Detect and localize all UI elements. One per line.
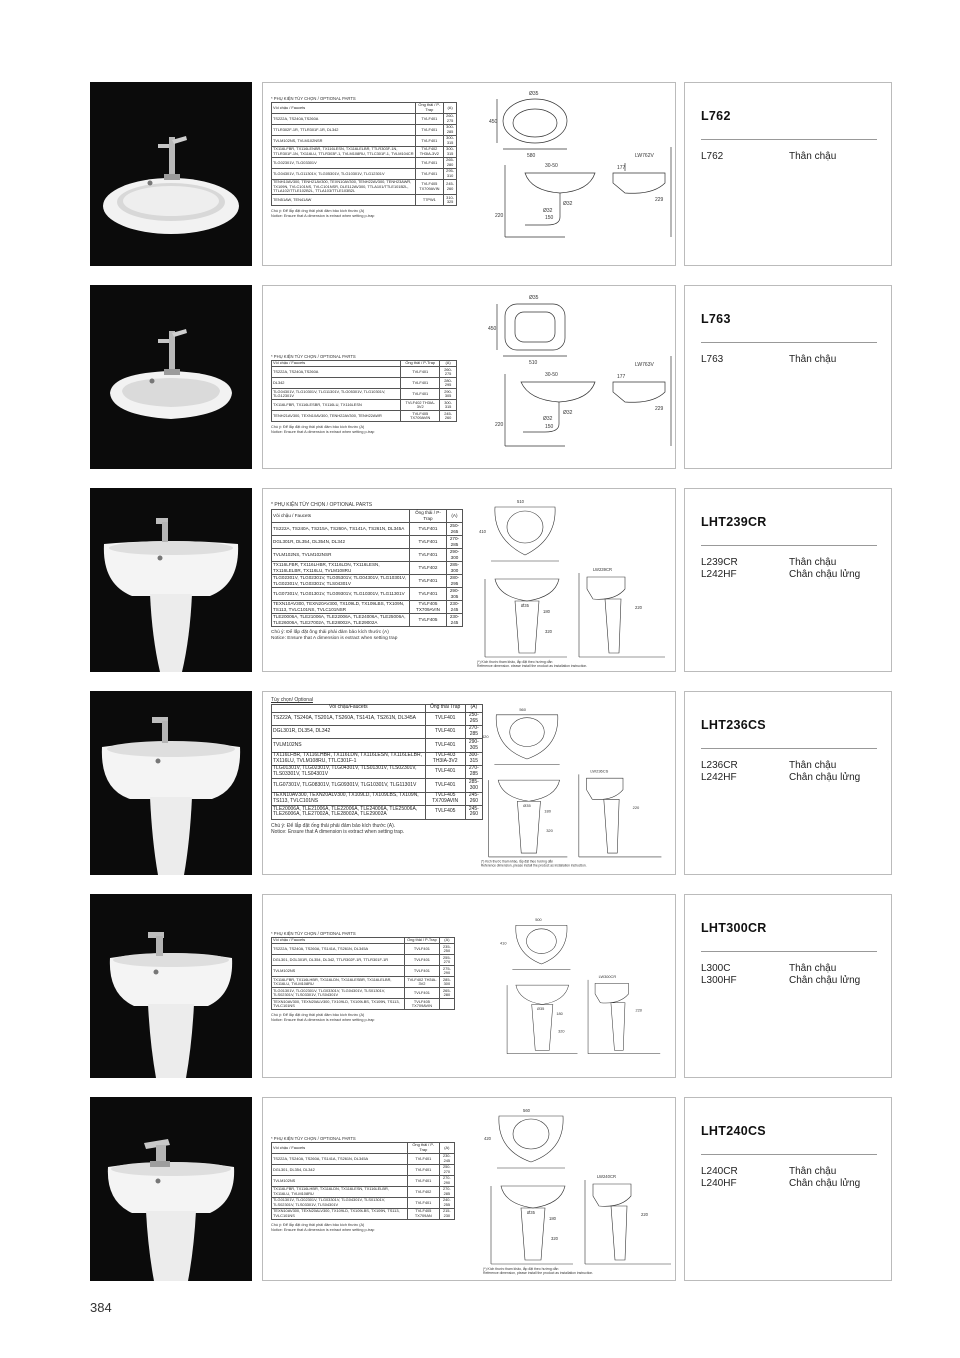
product-photo bbox=[90, 285, 252, 469]
svg-text:510: 510 bbox=[529, 360, 538, 366]
table-row: DL342 TVLF401 280-295 bbox=[272, 378, 457, 389]
product-info bbox=[684, 1097, 892, 1281]
divider bbox=[701, 1154, 877, 1155]
optional-parts bbox=[271, 354, 457, 435]
product-photo bbox=[90, 82, 252, 266]
optional-parts bbox=[271, 502, 463, 642]
table-row: TLG04301V, TLG11301V, TLG05301V, TLG10301V, TLG12301V TVLF401 295-310 bbox=[272, 168, 457, 179]
technical-drawing bbox=[479, 696, 671, 870]
svg-text:LW239CR: LW239CR bbox=[593, 567, 613, 572]
product-row-lht236cs bbox=[90, 691, 892, 875]
svg-text:Reference dimension, please in: Reference dimension, please install the product as installation instruction. bbox=[480, 863, 587, 868]
svg-text:Ø32: Ø32 bbox=[563, 410, 573, 416]
svg-text:Ø35: Ø35 bbox=[527, 1210, 535, 1215]
table-row: TLE20006A, TLE21006A, TLE22006A, TLE24006A, TLE25006A, TLE26006A, TLE27002A, TLE28002A, TLE29002A TVLF405 230-245 bbox=[272, 613, 463, 626]
component-item: L240HF Chân chậu lửng bbox=[701, 1178, 861, 1189]
component-list bbox=[701, 557, 881, 581]
table-row: TX116LFBR, TX116LENBR, TX116LESN, TX116LELBR, TTLR303F-1N, TTLR301F-1N, TX116LU, TTLR303F-1, TVLM108RU, TTLC301F-1, TVLM104CR TVLF402 TH3IA-3V2 300-315 bbox=[272, 146, 457, 157]
component-item: L242HF Chân chậu lửng bbox=[701, 772, 861, 783]
svg-text:30-50: 30-50 bbox=[545, 372, 558, 378]
install-note: Chú ý: Để lắp đặt ống thải phải đảm bảo kích thước (A) Notice: Ensure that A dimension is extract when setting p-trap bbox=[271, 209, 375, 219]
model-name: LHT240CS bbox=[701, 1124, 766, 1138]
svg-text:420: 420 bbox=[484, 1136, 491, 1141]
svg-text:450: 450 bbox=[488, 326, 497, 332]
svg-text:Ø35: Ø35 bbox=[537, 1005, 545, 1011]
table-header: Vòi chậu / Faucets Ống thải / P-Trap (A) bbox=[272, 1143, 455, 1154]
svg-text:(*) Kích thước tham khảo, lắp: (*) Kích thước tham khảo, lắp đặt theo hướng dẫn bbox=[483, 1267, 559, 1271]
product-info bbox=[684, 488, 892, 672]
table-row: TX116LFBR, TX116LHBR, TX116LDN, TX116LESN, TX116LELBR, TX116LU, TVLM108RU, TTLC301F-1 TVLF403 TH3IA-3V2 300-315 bbox=[272, 752, 483, 765]
optional-parts bbox=[271, 96, 457, 219]
svg-text:320: 320 bbox=[551, 1236, 558, 1241]
install-note: Chú ý: Để lắp đặt ống thải phải đảm bảo kích thước (A) Notice: Ensure that A dimension is extract when setting p-trap bbox=[271, 1222, 375, 1232]
optional-parts-title: * PHỤ KIỆN TÙY CHỌN / OPTIONAL PARTS bbox=[271, 502, 373, 508]
product-row-lht240cs bbox=[90, 1097, 892, 1281]
table-row: TLG07301V, TLG08301V, TLG09301V, TLG10301V, TLG11301V TVLF401 285-300 bbox=[272, 779, 483, 792]
table-header: Vòi chậu / Faucets Ống thải / P-Trap (A) bbox=[272, 938, 455, 944]
technical-drawing bbox=[485, 290, 676, 464]
table-row: TVLM102NS TVLF401 275-290 bbox=[272, 966, 455, 977]
spec-panel bbox=[262, 691, 676, 875]
svg-text:177: 177 bbox=[617, 374, 626, 380]
parts-table bbox=[271, 704, 483, 820]
svg-text:510: 510 bbox=[517, 499, 524, 504]
wall-basin-image bbox=[90, 1097, 252, 1281]
svg-text:150: 150 bbox=[545, 424, 554, 430]
optional-parts-title: * PHỤ KIỆN TÙY CHỌN / OPTIONAL PARTS bbox=[271, 96, 356, 101]
table-header: Vòi chậu / Faucets Ống thải / P-Trap (A) bbox=[272, 361, 457, 367]
svg-text:220: 220 bbox=[641, 1212, 648, 1217]
table-row: TVLM102NS, TVLM102NSR TVLF401 300-315 bbox=[272, 135, 457, 146]
divider bbox=[701, 748, 877, 749]
component-item: L239CR Thân chậu bbox=[701, 557, 837, 568]
product-photo bbox=[90, 488, 252, 672]
page-number: 384 bbox=[90, 1300, 112, 1315]
table-row: DGL301R, DL354, DL354N, DL342 TVLF401 270-285 bbox=[272, 535, 463, 548]
svg-text:LW763V: LW763V bbox=[635, 362, 654, 368]
svg-text:420: 420 bbox=[481, 733, 489, 739]
product-photo bbox=[90, 894, 252, 1078]
table-row: TS222A, TS240A, TS201A, TS260A, TS141A, TS261N, DL345A TVLF401 250-265 bbox=[272, 712, 483, 725]
product-info bbox=[684, 82, 892, 266]
install-note: Chú ý: Để lắp đặt ống thải phải đảm bảo kích thước (A). Notice: Ensure that A dimension is extract when setting trap. bbox=[271, 822, 405, 836]
model-name: LHT236CS bbox=[701, 718, 766, 732]
svg-text:Reference dimension, please in: Reference dimension, please install the product as installation instruction. bbox=[477, 664, 588, 667]
svg-text:560: 560 bbox=[523, 1108, 530, 1113]
table-row: TLG02301V, TLG02301V, TLG05301V, TLG04301V, TLG10301V, TLG02301V, TLG03301V, TLS04301V TVLF401 280-295 bbox=[272, 574, 463, 587]
table-row: TVLM102NS TVLF401 270-290 bbox=[272, 1175, 455, 1186]
svg-text:LW300CR: LW300CR bbox=[598, 974, 617, 980]
component-item: L763 Thân chậu bbox=[701, 354, 837, 365]
parts-table bbox=[271, 509, 463, 627]
svg-text:(*) Kích thước tham khảo, lắp: (*) Kích thước tham khảo, lắp đặt theo hướng dẫn bbox=[480, 859, 554, 864]
table-header: Vòi chậu / Faucets Ống thải / P-Trap (A) bbox=[272, 103, 457, 114]
table-row: TLG01301V, TLG02301V, TLG03301V, TLG04301V, TLS01301V, TLS02301V, TLS03301V, TLS04301V TVLF401 240-255 bbox=[272, 1197, 455, 1208]
parts-table bbox=[271, 102, 457, 206]
svg-text:450: 450 bbox=[489, 119, 498, 125]
optional-parts-title: * PHỤ KIỆN TÙY CHỌN / OPTIONAL PARTS bbox=[271, 354, 356, 359]
component-item: L300HF Chân chậu lửng bbox=[701, 975, 861, 986]
parts-table bbox=[271, 360, 457, 422]
divider bbox=[701, 139, 877, 140]
table-row: TTLR302F-1R, TTLR301F-1R, DL342 TVLF401 300-285 bbox=[272, 124, 457, 135]
table-row: TS222A, TS240A, TS260A, TS141A, TS261N, DL345A TVLF401 235-250 bbox=[272, 944, 455, 955]
optional-parts-title: * PHỤ KIỆN TÙY CHỌN / OPTIONAL PARTS bbox=[271, 1136, 356, 1141]
spec-panel bbox=[262, 488, 676, 672]
model-name: L762 bbox=[701, 109, 731, 123]
table-row: DGL301, DGL301R, DL354, DL342, TTLR302F-1R, TTLR301F-1R TVLF401 255-270 bbox=[272, 955, 455, 966]
table-row: TX116LFBR, TX116LESBR, TX116LU, TX116LESN TVLF402 TH3IA-3V2 300-315 bbox=[272, 400, 457, 411]
table-row: TS222A, TS240A,TS260A TVLF401 260-275 bbox=[272, 367, 457, 378]
svg-text:Ø32: Ø32 bbox=[543, 208, 553, 214]
component-list bbox=[701, 354, 881, 366]
table-header: Vòi chậu / Faucets Ống thải / P-Trap (A) bbox=[272, 510, 463, 523]
component-list bbox=[701, 151, 881, 163]
parts-table bbox=[271, 1142, 455, 1220]
product-row-lht300cr bbox=[90, 894, 892, 1078]
model-name: LHT300CR bbox=[701, 921, 767, 935]
svg-text:LW236CS: LW236CS bbox=[590, 768, 609, 774]
wall-basin-image bbox=[90, 691, 252, 875]
table-row: TLG01301V, TLG02301V, TLG04301V, TLS01301V, TLS02301V, TLS03301V, TLS04301V TVLF401 270-285 bbox=[272, 766, 483, 779]
svg-text:180: 180 bbox=[556, 1011, 563, 1017]
spec-panel bbox=[262, 1097, 676, 1281]
optional-parts bbox=[271, 1136, 455, 1233]
table-row: TEXN10AV300, TEXN20ALV300, TX109LD, TX109LBS, TX109N, TS113, TVLC101NS TVLF405 TX709AVIN 245-260 bbox=[272, 792, 483, 805]
technical-drawing bbox=[481, 1102, 676, 1276]
product-photo bbox=[90, 1097, 252, 1281]
spec-panel bbox=[262, 285, 676, 469]
table-row: DGL301, DL354, DL342 TVLF401 250-270 bbox=[272, 1164, 455, 1175]
svg-text:LW762V: LW762V bbox=[635, 153, 654, 159]
svg-text:320: 320 bbox=[546, 827, 553, 833]
parts-table bbox=[271, 937, 455, 1010]
svg-text:500: 500 bbox=[535, 916, 542, 922]
optional-parts bbox=[271, 931, 455, 1023]
product-info bbox=[684, 894, 892, 1078]
component-list bbox=[701, 963, 881, 987]
product-row-lht239cr bbox=[90, 488, 892, 672]
table-header: Vòi chậu/Faucets Ống thải Trap (A) bbox=[272, 705, 483, 713]
svg-text:220: 220 bbox=[635, 605, 642, 610]
svg-text:229: 229 bbox=[655, 197, 664, 203]
wall-basin-image bbox=[90, 488, 252, 672]
table-row: TENH21AV300, TEXN10AV300, TENH22AV300, TENH22AWR TVLF405 TX709AVIN 245-260 bbox=[272, 411, 457, 422]
table-row: TLG01301V, TLG02301V, TLG03301V, TLG04301V, TLS01301V, TLS02301V, TLS03301V, TLS04301V TVLF401 265-280 bbox=[272, 988, 455, 999]
install-note: Chú ý: Để lắp đặt ống thải phải đảm bảo kích thước (A) Notice: Ensure that A dimension is extract when setting p-trap bbox=[271, 425, 375, 435]
svg-text:410: 410 bbox=[500, 940, 507, 946]
install-note: Chú ý: Để lắp đặt ống thải phải đảm bảo kích thước (A) Notice: Ensure that A dimension is extract when setting trap bbox=[271, 629, 398, 641]
wall-basin-image bbox=[90, 894, 252, 1078]
svg-text:(*) Kích thước tham khảo, lắp: (*) Kích thước tham khảo, lắp đặt theo hướng dẫn bbox=[477, 660, 553, 664]
model-name: L763 bbox=[701, 312, 731, 326]
table-row: TVLM102NS, TVLM102NSR TVLF401 290-300 bbox=[272, 548, 463, 561]
svg-text:Ø35: Ø35 bbox=[529, 295, 539, 301]
svg-text:Ø35: Ø35 bbox=[523, 803, 531, 808]
svg-text:220: 220 bbox=[495, 213, 504, 219]
divider bbox=[701, 951, 877, 952]
product-photo bbox=[90, 691, 252, 875]
divider bbox=[701, 342, 877, 343]
table-row: TEXN10AV300, TEXN20ALV300, TX109LD, TX109LBS, TX109N, TS113, TVLC101NS TVLF405 TX709AN 215-230 bbox=[272, 1208, 455, 1219]
svg-text:180: 180 bbox=[544, 808, 551, 814]
svg-text:410: 410 bbox=[479, 529, 486, 534]
svg-text:320: 320 bbox=[558, 1028, 565, 1034]
svg-text:320: 320 bbox=[545, 629, 552, 634]
optional-parts-title: Tùy chọn/ Optional bbox=[271, 697, 313, 703]
table-row: TX116LFBR, TX116LHBR, TX116LDN, TX116LESN, TX116LELBR, TX116LU, TVLM108RU TVLF402 270-285 bbox=[272, 1186, 455, 1197]
optional-parts-title: * PHỤ KIỆN TÙY CHỌN / OPTIONAL PARTS bbox=[271, 931, 356, 936]
install-note: Chú ý: Để lắp đặt ống thải phải đảm bảo kích thước (A) Notice: Ensure that A dimension is extract when setting p-trap bbox=[271, 1013, 375, 1023]
countertop-basin-image bbox=[90, 285, 252, 469]
svg-text:Ø32: Ø32 bbox=[563, 201, 573, 207]
svg-text:30-50: 30-50 bbox=[545, 163, 558, 169]
table-row: TEXN10AV300, TEXN20AV300, TX109LD, TX109LBS, TX109N, TS113, TVLC101NS, TVLC101NSR TVLF405 TX709AVIN 230-245 bbox=[272, 600, 463, 613]
table-row: TX116LFBR, TX116LHBR, TX116LDN, TX116LESBR, TX116LELBR, TX116LU, TVLM108RU TVLF402 TH3IA-3V2 285-300 bbox=[272, 977, 455, 988]
product-row-l763 bbox=[90, 285, 892, 469]
component-list bbox=[701, 1166, 881, 1190]
table-row: TLE20006A, TLE21006A, TLE22006A, TLE24006A, TLE25006A, TLE26006A, TLE27002A, TLE28002A, TLE29002A TVLF405 245-260 bbox=[272, 806, 483, 819]
svg-text:229: 229 bbox=[655, 406, 664, 412]
svg-text:177: 177 bbox=[617, 165, 626, 171]
svg-text:Reference dimension, please in: Reference dimension, please install the product as installation instruction. bbox=[483, 1271, 594, 1275]
table-row: TS222A, TS240A,TS260A TVLF401 260-275 bbox=[272, 113, 457, 124]
table-row: TLG07301V, TLG01301V, TLG09301V, TLG10301V, TLG11301V TVLF401 290-305 bbox=[272, 587, 463, 600]
technical-drawing bbox=[475, 493, 675, 667]
svg-text:180: 180 bbox=[543, 609, 550, 614]
technical-drawing bbox=[485, 87, 676, 261]
svg-text:Ø32: Ø32 bbox=[543, 416, 553, 422]
svg-text:180: 180 bbox=[549, 1216, 556, 1221]
table-row: DGL301R, DL354, DL342 TVLF401 270-285 bbox=[272, 725, 483, 738]
table-row: TS222A, TS240A, TS215A, TS260A, TS141A, TS261N, DL345A TVLF401 250-265 bbox=[272, 522, 463, 535]
product-row-l762 bbox=[90, 82, 892, 266]
component-list bbox=[701, 760, 881, 784]
table-row: TEN51AW, TEN41AW T7PW1 310-325 bbox=[272, 195, 457, 206]
svg-text:LW240CR: LW240CR bbox=[597, 1174, 617, 1179]
product-info bbox=[684, 285, 892, 469]
table-row: TEXN10AV300, TEXN20ALV300, TX109LD, TX109LBS, TX109N, TS113, TVLC101NS TVLF405 TX709AVIN bbox=[272, 999, 455, 1010]
component-item: L242HF Chân chậu lửng bbox=[701, 569, 861, 580]
optional-parts bbox=[271, 696, 483, 836]
table-row: TX116LFBR, TX116LHBR, TX116LDN, TX116LESN, TX116LELBR, TX116LU, TVLM108RU TVLF402 285-300 bbox=[272, 561, 463, 574]
svg-text:Ø35: Ø35 bbox=[529, 91, 539, 97]
table-row: TS222A, TS240A, TS260A, TS141A, TS261N, DL345A TVLF401 230-245 bbox=[272, 1153, 455, 1164]
table-row: TLG04301V, TLG10301V, TLG11301V, TLG05301V, TLG10301V, TLG12301V TVLF401 290-305 bbox=[272, 389, 457, 400]
component-item: L762 Thân chậu bbox=[701, 151, 837, 162]
component-item: L236CR Thân chậu bbox=[701, 760, 837, 771]
svg-text:560: 560 bbox=[519, 707, 527, 712]
table-row: TENH10AV300, TENH21AV300, TEXN10AV300, TENH22AV300, TENH23AWR, TX109N, TVLC101NS, TVLC101NSR, DLE112AV300, TTLA101/TTLE101B2L, TTLA102/TTLE102B2L, TTLA103/TTLE103B2L TVLF405 TX709AVIN 245-260 bbox=[272, 179, 457, 195]
model-name: LHT239CR bbox=[701, 515, 767, 529]
component-item: L300C Thân chậu bbox=[701, 963, 837, 974]
component-item: L240CR Thân chậu bbox=[701, 1166, 837, 1177]
countertop-basin-image bbox=[90, 82, 252, 266]
svg-text:150: 150 bbox=[545, 215, 554, 221]
divider bbox=[701, 545, 877, 546]
spec-panel bbox=[262, 894, 676, 1078]
svg-text:Ø35: Ø35 bbox=[521, 603, 529, 608]
svg-text:580: 580 bbox=[527, 153, 536, 159]
svg-text:220: 220 bbox=[495, 422, 504, 428]
table-row: TLG02301V, TLG03301V TVLF401 265-280 bbox=[272, 157, 457, 168]
svg-text:220: 220 bbox=[632, 804, 640, 810]
spec-panel bbox=[262, 82, 676, 266]
svg-text:220: 220 bbox=[635, 1007, 643, 1013]
product-info bbox=[684, 691, 892, 875]
table-row: TVLM102NS TVLF401 290-305 bbox=[272, 739, 483, 752]
technical-drawing bbox=[493, 899, 669, 1073]
